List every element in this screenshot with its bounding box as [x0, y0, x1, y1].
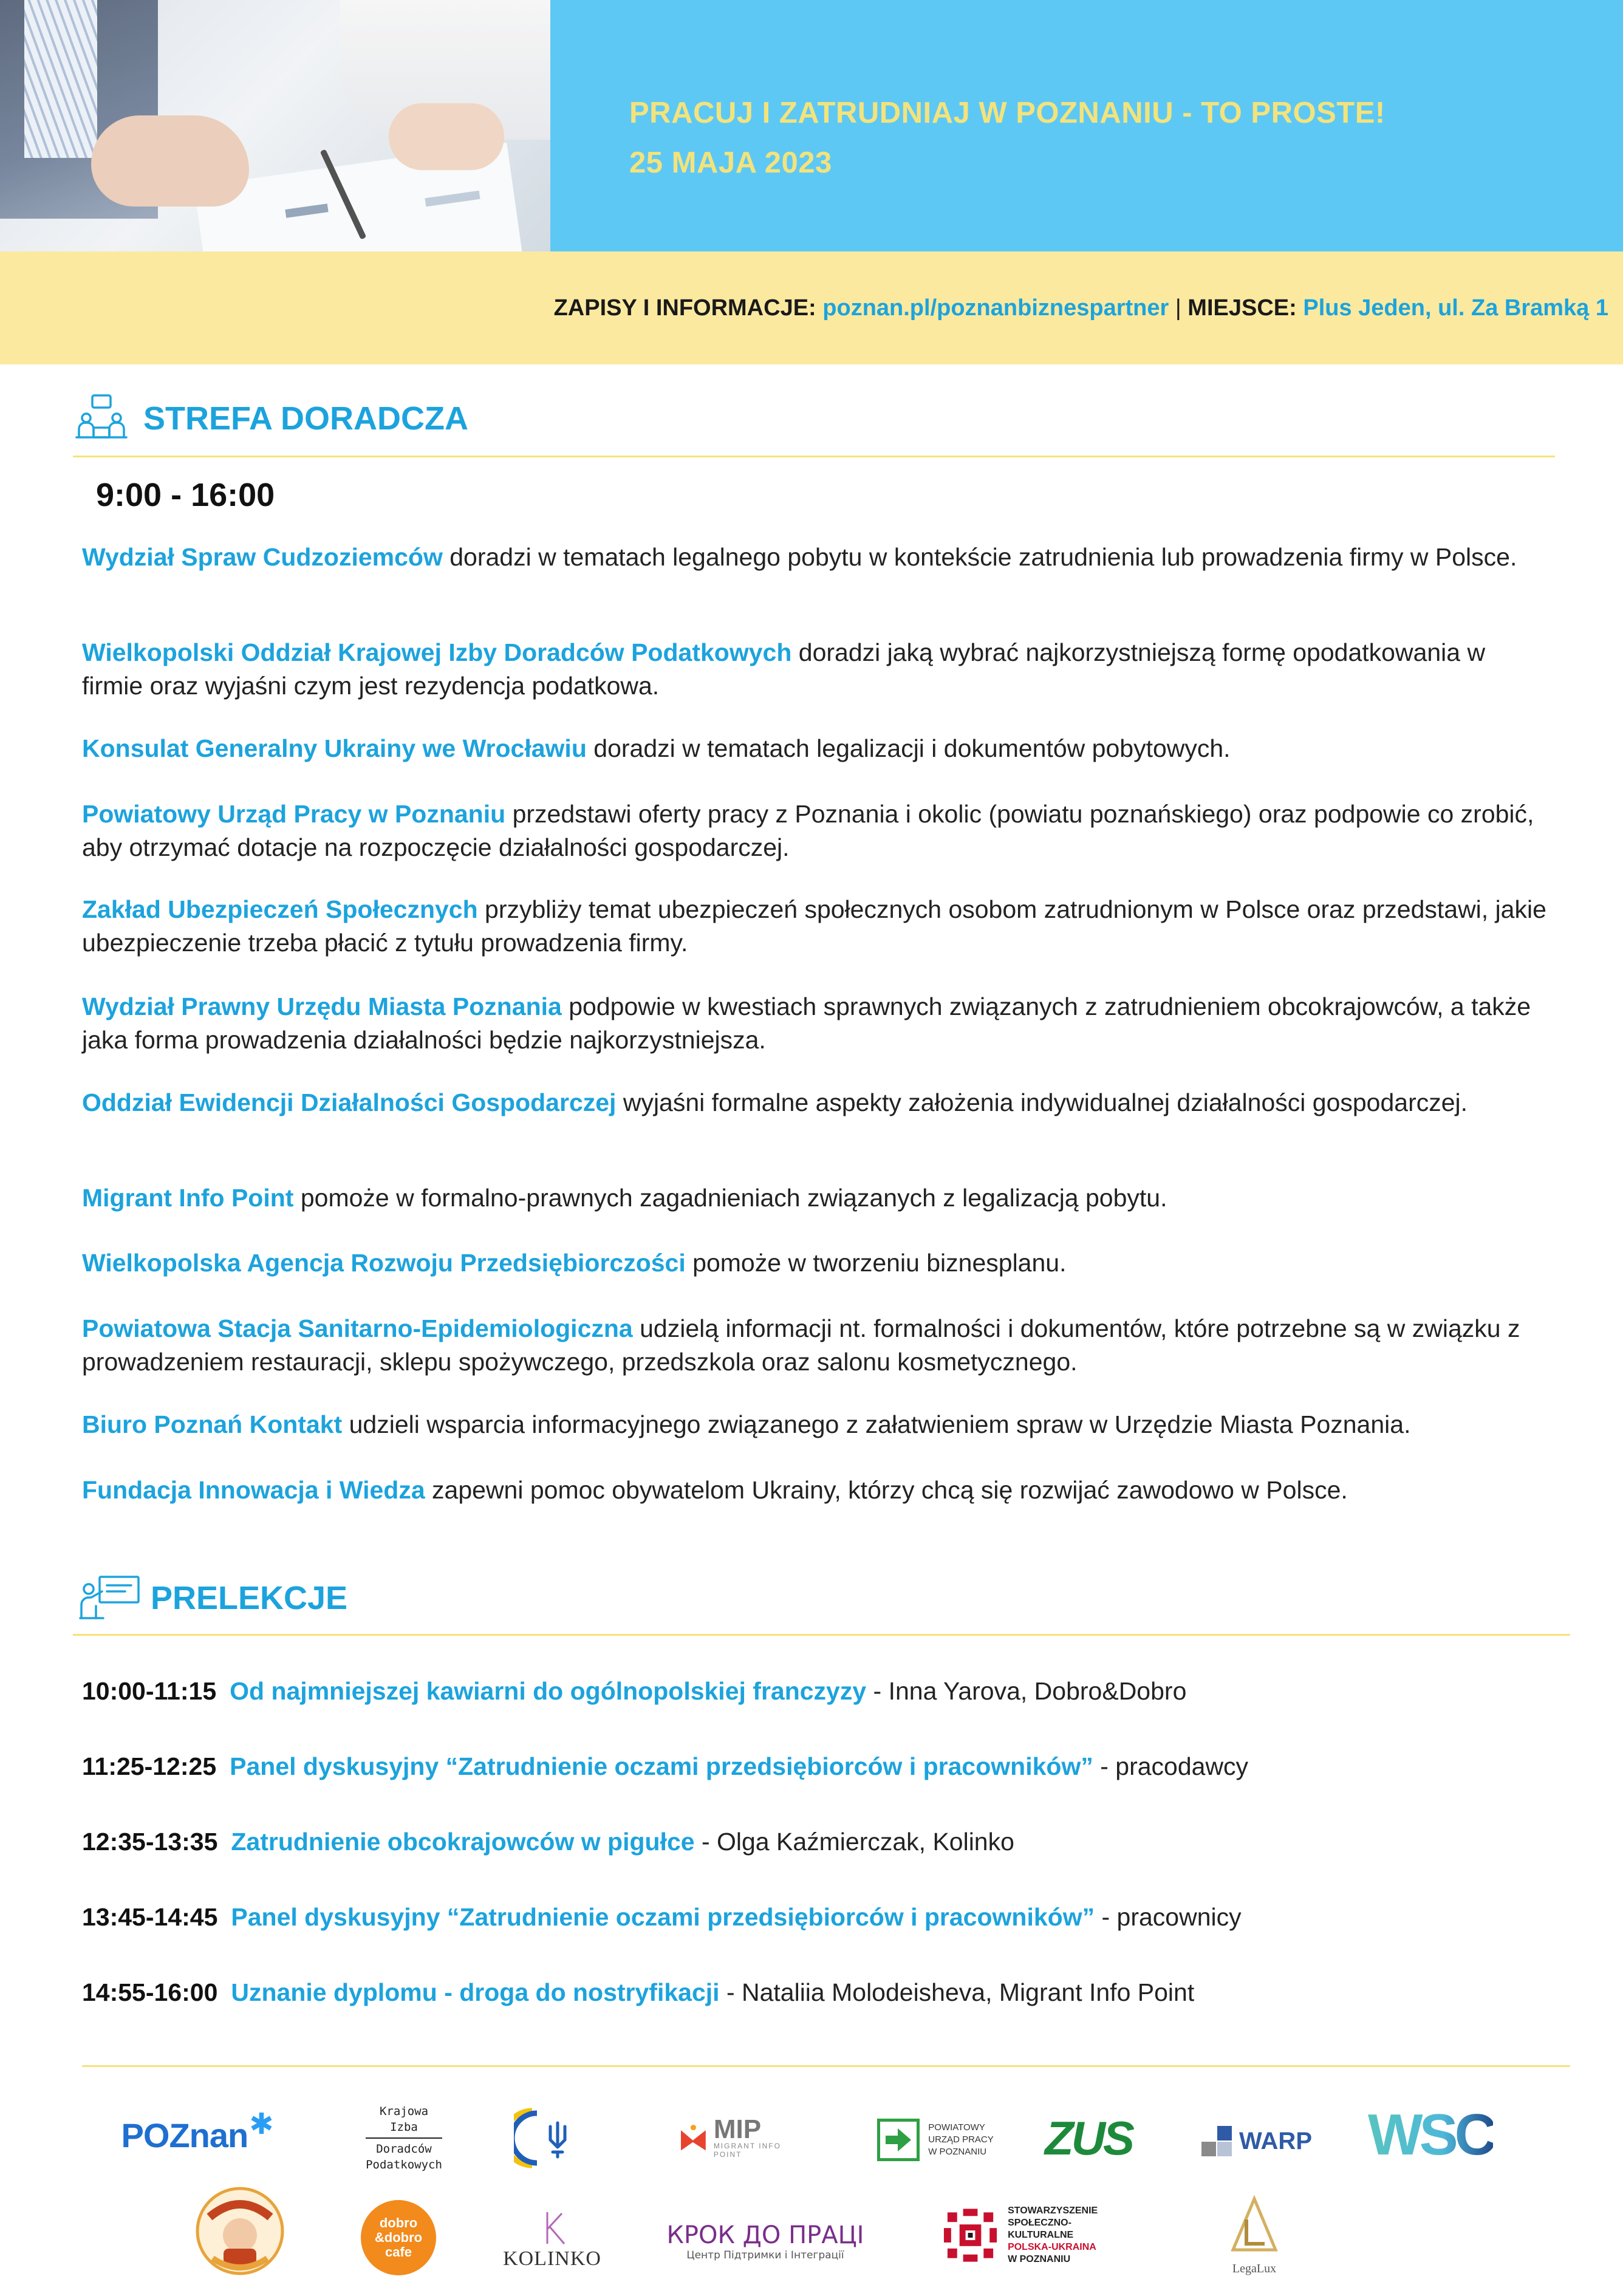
- advisor-org: Wielkopolski Oddział Krajowej Izby Doradców Podatkowych: [82, 638, 792, 666]
- advisor-entry: [82, 1246, 1552, 1280]
- advisor-entry: [82, 732, 1552, 765]
- warp-squares-icon: [1200, 2125, 1233, 2158]
- advisor-desc: udzieli wsparcia informacyjnego związanego z załatwieniem spraw w Urzędzie Miasta Poznania.: [342, 1410, 1411, 1438]
- embroidery-pattern-icon: [941, 2206, 999, 2264]
- lecture-title: Uznanie dyplomu - droga do nostryfikacji: [231, 1978, 720, 2006]
- logo-warp: WARP: [1195, 2120, 1317, 2162]
- logo-ukraine-consulate: [514, 2105, 581, 2171]
- section-divider: [73, 456, 1555, 457]
- advisor-desc: udzielą informacji nt. formalności i dokumentów, które potrzebne są w związku z prowadzeniem restauracji, sklepu spożywczego, przedszkola oraz salonu kosmetycznego.: [82, 1314, 1520, 1376]
- advisor-org: Powiatowa Stacja Sanitarno-Epidemiologiczna: [82, 1314, 633, 1342]
- advisor-entry: [82, 1181, 1552, 1215]
- advisor-desc: pomoże w tworzeniu biznesplanu.: [685, 1249, 1067, 1277]
- lecture-row: [82, 1976, 1552, 2009]
- advisor-desc: zapewni pomoc obywatelom Ukrainy, którzy chcą się rozwijać zawodowo w Polsce.: [425, 1476, 1348, 1504]
- advisor-desc: doradzi w tematach legalnego pobytu w kontekście zatrudnienia lub prowadzenia firmy w Polsce.: [442, 543, 1517, 571]
- advisor-org: Powiatowy Urząd Pracy w Poznaniu: [82, 800, 506, 828]
- advisor-desc: wyjaśni formalne aspekty założenia indywidualnej działalności gospodarczej.: [616, 1088, 1468, 1116]
- logo-krok-do-praci: КРОК ДО ПРАЦІ Центр Підтримки і Інтеграції: [666, 2221, 864, 2261]
- advisor-desc: doradzi jaką wybrać najkorzystniejszą formę opodatkowania w firmie oraz wyjaśni czym jest rezydencja podatkowa.: [82, 638, 1486, 700]
- lecture-time: 13:45-14:45: [82, 1903, 218, 1931]
- lecture-time: 12:35-13:35: [82, 1828, 218, 1856]
- lecture-speaker: - Nataliia Molodeisheva, Migrant Info Point: [719, 1978, 1195, 2006]
- registration-info: [554, 295, 1608, 321]
- lecture-speaker: - Inna Yarova, Dobro&Dobro: [866, 1677, 1187, 1705]
- advisor-org: Wielkopolska Agencja Rozwoju Przedsiębiorczości: [82, 1249, 686, 1277]
- advisor-org: Oddział Ewidencji Działalności Gospodarczej: [82, 1088, 617, 1116]
- legalux-l-icon: [1227, 2195, 1282, 2262]
- advisor-desc: przedstawi oferty pracy z Poznania i okolic (powiatu poznańskiego) oraz podpowie co zrobić, aby otrzymać dotacje na rozpoczęcie działalności gospodarczej.: [82, 800, 1534, 861]
- advisor-desc: pomoże w formalno-prawnych zagadnieniach związanych z legalizacją pobytu.: [293, 1184, 1167, 1212]
- logo-dobro-dobro: dobro &dobro cafe: [361, 2200, 436, 2275]
- lecture-presenter-icon: [79, 1574, 142, 1621]
- pup-arrow-icon: [877, 2119, 920, 2161]
- lecture-speaker: - pracodawcy: [1093, 1752, 1249, 1780]
- logo-karczma: [194, 2185, 285, 2277]
- logo-wsc: WSC: [1368, 2102, 1493, 2167]
- logo-poznan: POZnan ✱: [121, 2108, 274, 2154]
- advisor-zone-hours: 9:00 - 16:00: [96, 477, 275, 513]
- info-label: ZAPISY I INFORMACJE:: [553, 295, 816, 321]
- advisor-org: Migrant Info Point: [82, 1184, 294, 1212]
- lecture-row: [82, 1750, 1552, 1783]
- advisor-entry: [82, 893, 1552, 960]
- info-separator: |: [1175, 295, 1181, 321]
- advisor-org: Wydział Prawny Urzędu Miasta Poznania: [82, 993, 562, 1020]
- mip-arrow-icon: [679, 2119, 708, 2157]
- lecture-time: 14:55-16:00: [82, 1978, 218, 2006]
- lecture-title: Od najmniejszej kawiarni do ogólnopolskiej franczyzy: [230, 1677, 867, 1705]
- logo-migrant-info-point: MIP MIGRANT INFO POINT: [679, 2108, 788, 2168]
- lecture-time: 10:00-11:15: [82, 1677, 217, 1705]
- advisor-entry: [82, 636, 1552, 703]
- section-divider: [73, 1634, 1570, 1636]
- advisor-desc: przybliży temat ubezpieczeń społecznych osobom zatrudnionym w Polsce oraz przedstawi, jakie ubezpieczenie trzeba płacić z tytułu prowadzenia firmy.: [82, 895, 1546, 957]
- lecture-time: 11:25-12:25: [82, 1752, 217, 1780]
- advisor-entry: [82, 541, 1552, 574]
- footer-divider: [82, 2065, 1570, 2067]
- lecture-speaker: - Olga Kaźmierczak, Kolinko: [694, 1828, 1014, 1856]
- lecture-row: [82, 1901, 1552, 1934]
- lecture-title: Zatrudnienie obcokrajowców w pigułce: [231, 1828, 695, 1856]
- place-value: Plus Jeden, ul. Za Bramką 1: [1303, 295, 1608, 321]
- advisor-entry: [82, 798, 1552, 864]
- advisor-entry: [82, 1408, 1552, 1441]
- advisor-entry: [82, 990, 1552, 1057]
- advisor-org: Biuro Poznań Kontakt: [82, 1410, 343, 1438]
- lectures-title: PRELEKCJE: [151, 1580, 348, 1616]
- event-date: 25 MAJA 2023: [629, 146, 832, 179]
- advisor-desc: doradzi w tematach legalizacji i dokumentów pobytowych.: [586, 734, 1231, 762]
- logo-zus: ZUS: [1045, 2111, 1132, 2165]
- lecture-speaker: - pracownicy: [1095, 1903, 1242, 1931]
- lecture-title: Panel dyskusyjny “Zatrudnienie oczami przedsiębiorców i pracowników”: [231, 1903, 1095, 1931]
- logo-polska-ukraina: STOWARZYSZENIE SPOŁECZNO-KULTURALNE POLSKA-UKRAINA W POZNANIU: [941, 2202, 1136, 2269]
- asterisk-icon: ✱: [249, 2108, 274, 2141]
- advisor-org: Konsulat Generalny Ukrainy we Wrocławiu: [82, 734, 587, 762]
- advisor-org: Zakład Ubezpieczeń Społecznych: [82, 895, 478, 923]
- photo-overlay: [0, 0, 550, 251]
- advisor-org: Wydział Spraw Cudzoziemców: [82, 543, 443, 571]
- logo-kidp: Krajowa Izba Doradców Podatkowych: [366, 2105, 442, 2171]
- lecture-row: [82, 1675, 1552, 1708]
- logo-kolinko: KOLINKO: [494, 2194, 610, 2285]
- logo-pup-poznan: POWIATOWY URZĄD PRACY W POZNANIU: [856, 2113, 1014, 2167]
- kolinko-k-icon: [535, 2209, 569, 2247]
- advisor-meeting-icon: [75, 394, 128, 442]
- advisor-zone-title: STREFA DORADCZA: [143, 400, 468, 437]
- advisor-entry: [82, 1086, 1552, 1119]
- advisor-desc: podpowie w kwestiach sprawnych związanych z zatrudnieniem obcokrajowców, a także jaka forma prowadzenia działalności będzie najkorzystniejsza.: [82, 993, 1531, 1054]
- lecture-row: [82, 1825, 1552, 1859]
- advisor-entry: [82, 1474, 1552, 1507]
- advisor-entry: [82, 1312, 1552, 1379]
- header-photo: [0, 0, 550, 251]
- registration-link[interactable]: poznan.pl/poznanbiznespartner: [822, 295, 1169, 321]
- event-title: PRACUJ I ZATRUDNIAJ W POZNANIU - TO PROSTE!: [629, 97, 1386, 129]
- lecture-title: Panel dyskusyjny “Zatrudnienie oczami przedsiębiorców i pracowników”: [230, 1752, 1093, 1780]
- logo-legalux: LegaLux: [1209, 2187, 1300, 2284]
- advisor-org: Fundacja Innowacja i Wiedza: [82, 1476, 425, 1504]
- place-label: MIEJSCE:: [1187, 295, 1297, 321]
